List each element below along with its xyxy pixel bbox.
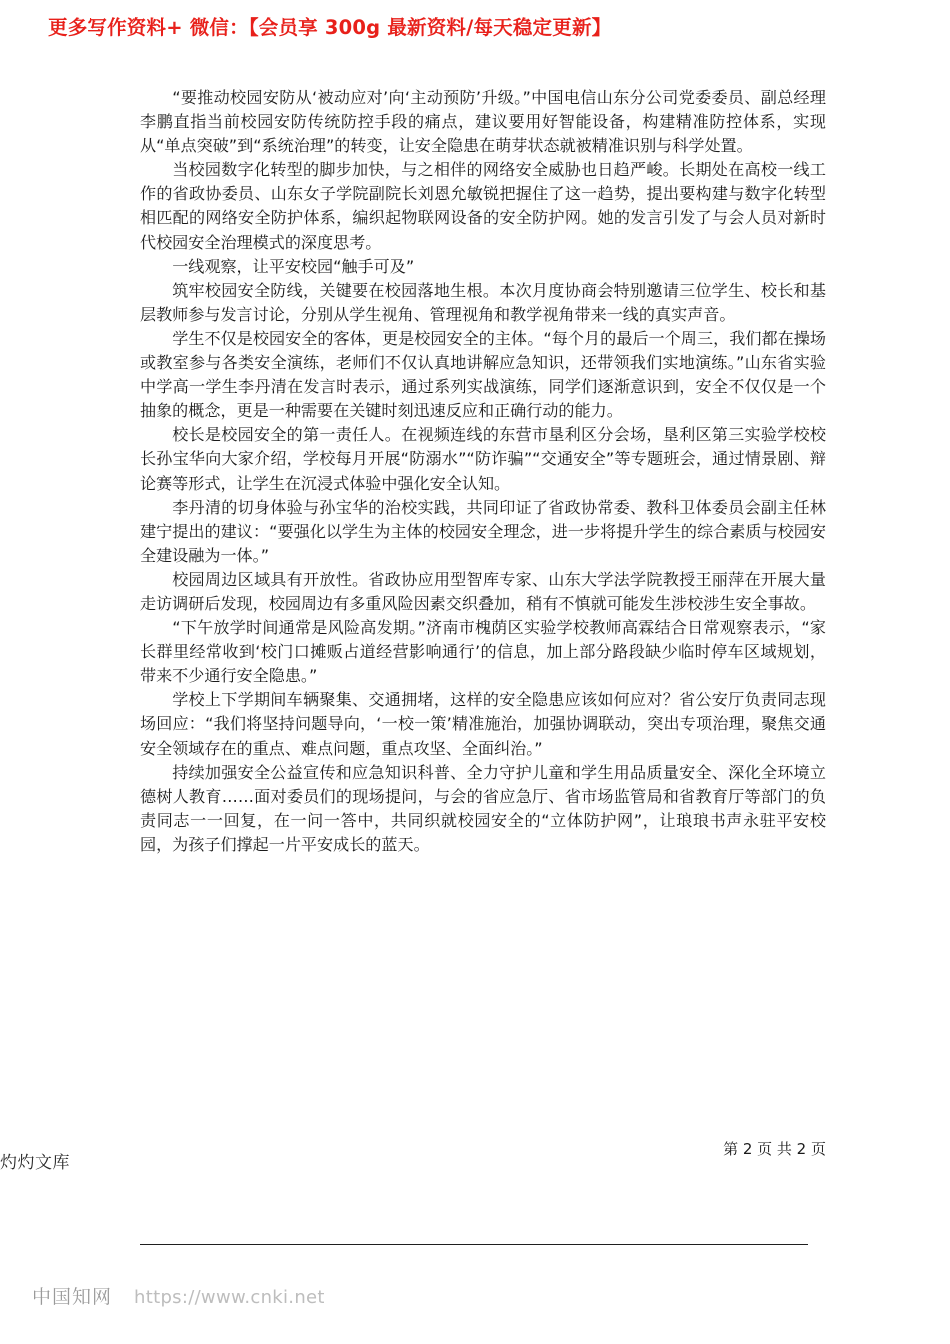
paragraph: 当校园数字化转型的脚步加快，与之相伴的网络安全威胁也日趋严峻。长期处在高校一线工作的省政协委员、山东女子学院副院长刘恩允敏锐把握住了这一趋势，提出要构建与数字化转型相匹配的网络安全防护体系，编织起物联网设备的安全防护网。她的发言引发了与会人员对新时代校园安全治理模式的深度思考。 <box>140 160 826 252</box>
paragraph: 学生不仅是校园安全的客体，更是校园安全的主体。“每个月的最后一个周三，我们都在操场或教室参与各类安全演练，老师们不仅认真地讲解应急知识，还带领我们实地演练。”山东省实验中学高一学生李丹清在发言时表示，通过系列实战演练，同学们逐渐意识到，安全不仅仅是一个抽象的概念，更是一种需要在关键时刻迅速反应和正确行动的能力。 <box>140 328 826 421</box>
paragraph: 持续加强安全公益宣传和应急知识科普、全力守护儿童和学生用品质量安全、深化全环境立德树人教育……面对委员们的现场提问，与会的省应急厅、省市场监管局和省教育厅等部门的负责同志一一回复，在一问一答中，共同织就校园安全的“立体防护网”，让琅琅书声永驻平安校园，为孩子们撑起一片平安成长的蓝天。 <box>140 762 826 854</box>
paragraph: 筑牢校园安全防线，关键要在校园落地生根。本次月度协商会特别邀请三位学生、校长和基层教师参与发言讨论，分别从学生视角、管理视角和教学视角带来一线的真实声音。 <box>140 280 826 324</box>
watermark-left: 灼灼文库 <box>0 1153 70 1173</box>
paragraph: “下午放学时间通常是风险高发期。”济南市槐荫区实验学校教师高霖结合日常观察表示，“家长群里经常收到‘校门口摊贩占道经营影响通行’的信息，加上部分路段缺少临时停车区域规划，带来不少通行安全隐患。” <box>140 618 826 686</box>
promo-banner-text: 更多写作资料+ 微信：【会员享 300g 最新资料/每天稳定更新】 <box>48 16 612 40</box>
paragraph-subheading: 一线观察，让平安校园“触手可及” <box>172 256 415 276</box>
document-body <box>140 86 826 857</box>
footer-divider <box>140 1244 808 1245</box>
page-number: 第 2 页 共 2 页 <box>723 1140 826 1158</box>
paragraph: 校园周边区域具有开放性。省政协应用型智库专家、山东大学法学院教授王丽萍在开展大量走访调研后发现，校园周边有多重风险因素交织叠加，稍有不慎就可能发生涉校涉生安全事故。 <box>140 569 826 613</box>
paragraph: 李丹清的切身体验与孙宝华的治校实践，共同印证了省政协常委、教科卫体委员会副主任林建宁提出的建议：“要强化以学生为主体的校园安全理念，进一步将提升学生的综合素质与校园安全建设融为一体。” <box>140 497 826 565</box>
paragraph: 学校上下学期间车辆聚集、交通拥堵，这样的安全隐患应该如何应对？省公安厅负责同志现场回应：“我们将坚持问题导向，‘一校一策’精准施治，加强协调联动，突出专项治理，聚焦交通安全领域存在的重点、难点问题，重点攻坚、全面纠治。” <box>140 690 826 758</box>
paragraph: 校长是校园安全的第一责任人。在视频连线的东营市垦利区分会场，垦利区第三实验学校校长孙宝华向大家介绍，学校每月开展“防溺水”“防诈骗”“交通安全”等专题班会，通过情景剧、辩论赛等形式，让学生在沉浸式体验中强化安全认知。 <box>140 425 826 493</box>
cnki-footer <box>32 1285 325 1310</box>
promo-banner <box>48 12 908 44</box>
paragraph: “要推动校园安防从‘被动应对’向‘主动预防’升级。”中国电信山东分公司党委委员、副总经理李鹏直指当前校园安防传统防控手段的痛点，建议要用好智能设备，构建精准防控体系，实现从“单点突破”到“系统治理”的转变，让安全隐患在萌芽状态就被精准识别与科学处置。 <box>140 88 826 156</box>
cnki-logo-text: 中国知网 <box>32 1286 113 1308</box>
cnki-url-link[interactable]: https://www.cnki.net <box>134 1287 325 1308</box>
